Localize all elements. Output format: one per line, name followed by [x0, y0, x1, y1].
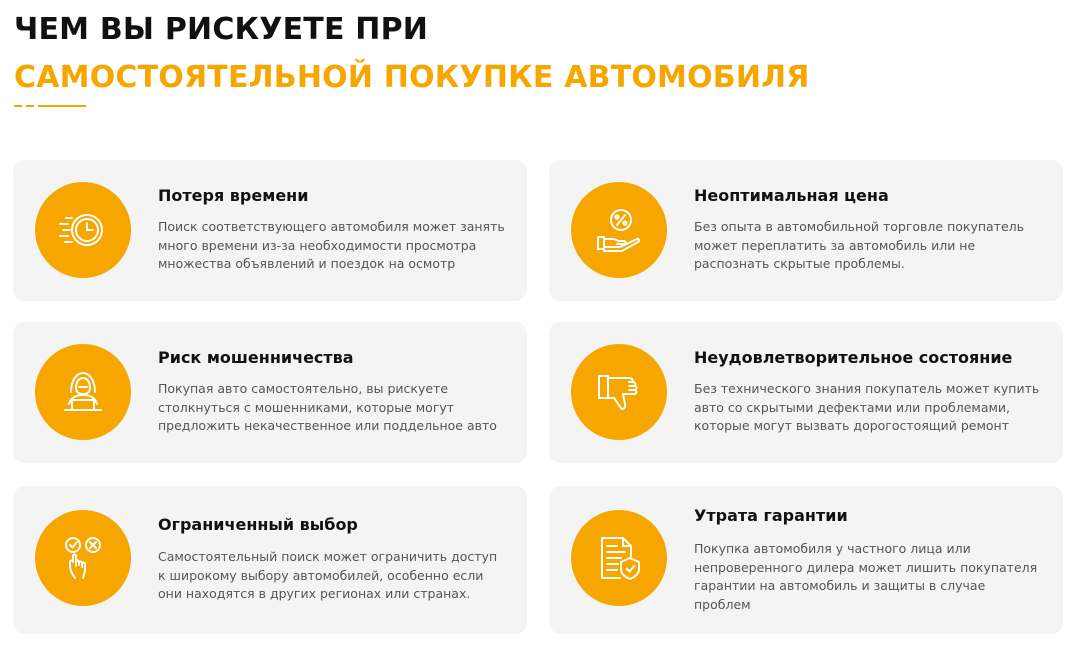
- heading-line-2: САМОСТОЯТЕЛЬНОЙ ПОКУПКЕ АВТОМОБИЛЯ: [14, 60, 810, 95]
- clock-icon: [35, 182, 131, 278]
- warranty-document-icon: [571, 510, 667, 606]
- risk-card-fraud: [13, 322, 527, 463]
- underline-bar: [38, 105, 86, 107]
- card-title: Ограниченный выбор: [158, 515, 358, 534]
- card-title: Неудовлетворительное состояние: [694, 348, 1013, 367]
- heading-underline: [14, 105, 86, 107]
- hacker-icon: [35, 344, 131, 440]
- page-heading: [14, 10, 810, 98]
- card-title: Потеря времени: [158, 186, 309, 205]
- card-title: Риск мошенничества: [158, 348, 354, 367]
- risk-card-price: [549, 160, 1063, 301]
- percent-hand-icon: [571, 182, 667, 278]
- card-text: Без опыта в автомобильной торговле покупатель может переплатить за автомобиль или не распознать скрытые проблемы.: [694, 219, 1024, 271]
- card-text: Самостоятельный поиск может ограничить доступ к широкому выбору автомобилей, особенно если они находятся в других регионах или странах.: [158, 549, 498, 601]
- card-title: Утрата гарантии: [694, 506, 848, 525]
- risk-card-time-loss: [13, 160, 527, 301]
- underline-dash: [26, 105, 34, 107]
- risk-card-warranty: [549, 486, 1063, 634]
- risk-card-choice: [13, 486, 527, 634]
- thumbs-down-icon: [571, 344, 667, 440]
- card-title: Неоптимальная цена: [694, 186, 889, 205]
- card-text: Без технического знания покупатель может купить авто со скрытыми дефектами или проблемами, которые могут вызвать дорогостоящий ремонт: [694, 381, 1040, 433]
- underline-dash: [14, 105, 22, 107]
- card-text: Покупка автомобиля у частного лица или непроверенного дилера может лишить покупателя гарантии на автомобиль и защиты в случае проблем: [694, 541, 1038, 612]
- heading-line-1: ЧЕМ ВЫ РИСКУЕТЕ ПРИ: [14, 12, 429, 47]
- risk-card-condition: [549, 322, 1063, 463]
- card-text: Покупая авто самостоятельно, вы рискуете столкнуться с мошенниками, которые могут предложить некачественное или поддельное авто: [158, 381, 497, 433]
- choice-hand-icon: [35, 510, 131, 606]
- card-text: Поиск соответствующего автомобиля может занять много времени из-за необходимости просмотра множества объявлений и поездок на осмотр: [158, 219, 505, 271]
